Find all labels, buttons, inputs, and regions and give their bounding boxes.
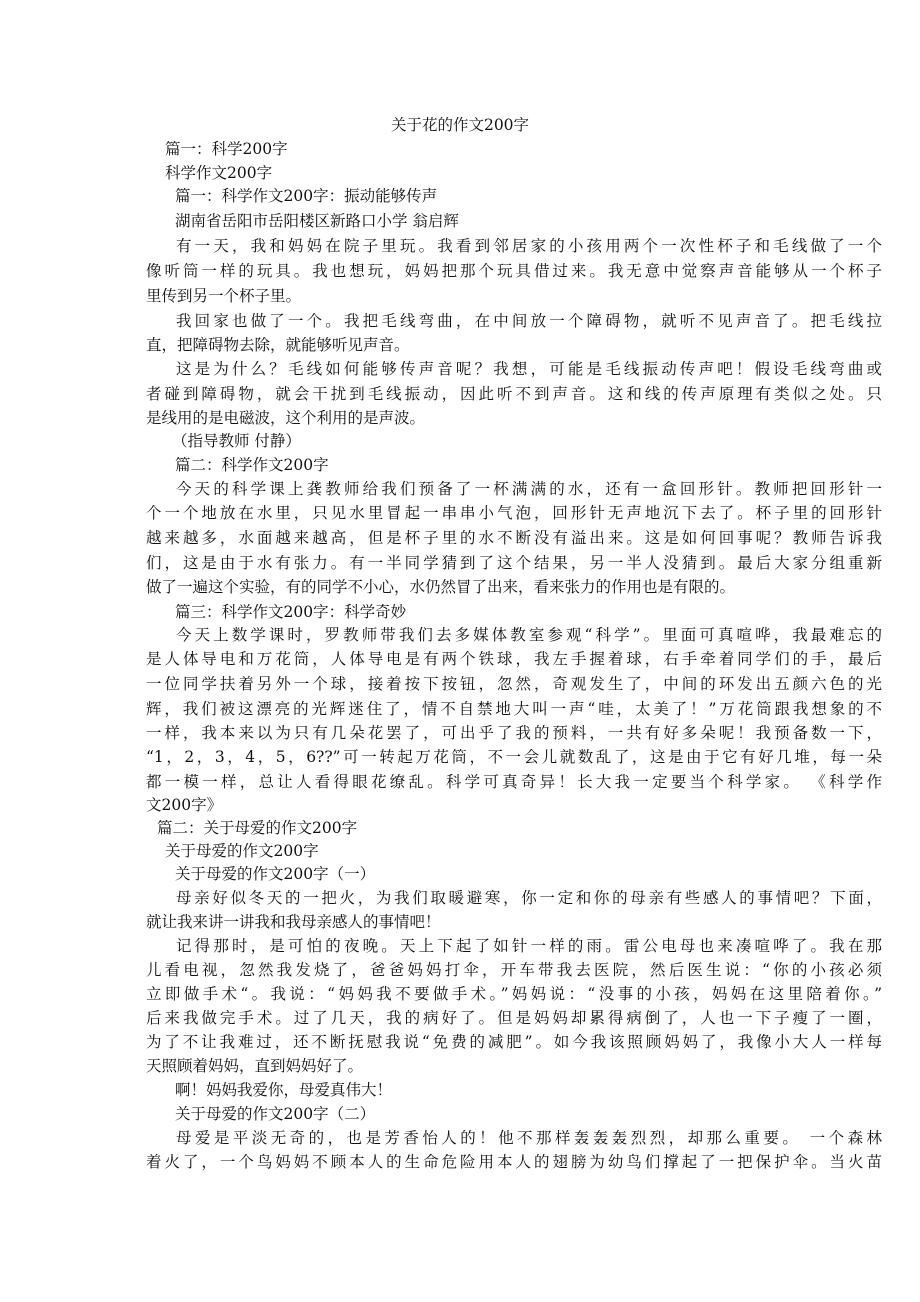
paragraph-line: 为了不让我难过，还不断抚慰我说“免费的减肥”。如今我该照顾妈妈了，我像小大人一样每 xyxy=(146,1033,882,1051)
paragraph-line: 一样，我本来以为只有几朵花罢了，可出乎了我的预料，一共有好多朵呢！我预备数一下， xyxy=(146,724,882,742)
paragraph-line: 今天的科学课上龚教师给我们预备了一杯满满的水，还有一盒回形针。教师把回形针一 xyxy=(176,480,882,498)
article-heading: 关于母爱的作文200字（二） xyxy=(175,1105,376,1123)
subsection-heading: 科学作文200字 xyxy=(165,164,273,182)
paragraph-line: 个一个地放在水里，只见水里冒起一串串小气泡，回形针无声地沉下去了。杯子里的回形针 xyxy=(146,504,882,522)
article-heading: 关于母爱的作文200字（一） xyxy=(175,865,376,883)
teacher-note: （指导教师 付静） xyxy=(172,432,301,450)
author-line: 湖南省岳阳市岳阳楼区新路口小学 翁启辉 xyxy=(175,212,459,230)
paragraph-line: 儿看电视，忽然我发烧了，爸爸妈妈打伞，开车带我去医院，然后医生说：“你的小孩必须 xyxy=(146,961,882,979)
paragraph-line: 一位同学扶着另外一个球，接着按下按钮，忽然，奇观发生了，中间的环发出五颜六色的光 xyxy=(146,675,882,693)
paragraph-line: 越来越多，水面越来越高，但是杯子里的水不断没有溢出来。这是如何回事呢？教师告诉我 xyxy=(146,529,882,547)
paragraph-line: 有一天，我和妈妈在院子里玩。我看到邻居家的小孩用两个一次性杯子和毛线做了一个 xyxy=(176,237,882,255)
paragraph-line: 着火了，一个鸟妈妈不顾本人的生命危险用本人的翅膀为幼鸟们撑起了一把保护伞。当火苗 xyxy=(146,1153,882,1171)
paragraph-line: 者碰到障碍物，就会干扰到毛线振动，因此听不到声音。这和线的传声原理有类似之处。只 xyxy=(146,385,882,403)
paragraph-line: 文200字》 xyxy=(146,796,223,814)
paragraph-line: 这是为什么？毛线如何能够传声音呢？我想，可能是毛线振动传声吧！假设毛线弯曲或 xyxy=(176,360,882,378)
article-heading: 篇二：科学作文200字 xyxy=(175,456,329,474)
paragraph-line: 里传到另一个杯子里。 xyxy=(146,287,302,305)
document-title: 关于花的作文200字 xyxy=(390,116,530,134)
paragraph-line: 后来我做完手术。过了几天，我的病好了。但是妈妈却累得病倒了，人也一下子瘦了一圈， xyxy=(146,1009,882,1027)
paragraph-line: 像听筒一样的玩具。我也想玩，妈妈把那个玩具借过来。我无意中觉察声音能够从一个杯子 xyxy=(146,262,882,280)
paragraph-line: 是线用的是电磁波，这个利用的是声波。 xyxy=(146,409,426,427)
paragraph-line: 今天上数学课时，罗教师带我们去多媒体教室参观“科学”。里面可真喧哗，我最难忘的 xyxy=(176,626,882,644)
paragraph-line: 们，这是由于水有张力。有一半同学猜到了这个结果，另一半人没猜到。最后大家分组重新 xyxy=(146,554,882,572)
paragraph-line: 母亲好似冬天的一把火，为我们取暖避寒，你一定和你的母亲有些感人的事情吧？下面， xyxy=(176,889,882,907)
paragraph-line: 辉，我们被这漂亮的光辉迷住了，情不自禁地大叫一声“哇，太美了！”万花筒跟我想象的不 xyxy=(146,700,882,718)
article-heading: 篇三：科学作文200字：科学奇妙 xyxy=(175,603,407,621)
subsection-heading: 关于母爱的作文200字 xyxy=(165,842,319,860)
paragraph-line: 立即做手术“。我说：“妈妈我不要做手术。”妈妈说：“没事的小孩，妈妈在这里陪着你。” xyxy=(146,985,882,1003)
paragraph-line: 直，把障碍物去除，就能够听见声音。 xyxy=(146,336,410,354)
paragraph-line: 都一模一样，总让人看得眼花缭乱。科学可真奇异！长大我一定要当个科学家。 《科学作 xyxy=(146,773,882,791)
paragraph-line: 天照顾着妈妈，直到妈妈好了。 xyxy=(146,1057,364,1075)
paragraph-line: 记得那时，是可怕的夜晚。天上下起了如针一样的雨。雷公电母也来凑喧哗了。我在那 xyxy=(176,937,882,955)
paragraph-line: 啊！妈妈我爱你，母爱真伟大！ xyxy=(175,1081,393,1099)
article-heading: 篇一：科学作文200字：振动能够传声 xyxy=(175,187,438,205)
section-heading: 篇一：科学200字 xyxy=(165,140,288,158)
paragraph-line: 做了一遍这个实验，有的同学不小心，水仍然冒了出来，看来张力的作用也是有限的。 xyxy=(146,578,736,596)
paragraph-line: “1，2，3，4，5，6??”可一转起万花筒，不一会儿就数乱了，这是由于它有好几堆，每一朵 xyxy=(146,748,882,766)
paragraph-line: 我回家也做了一个。我把毛线弯曲，在中间放一个障碍物，就听不见声音了。把毛线拉 xyxy=(176,312,882,330)
paragraph-line: 就让我来讲一讲我和我母亲感人的事情吧！ xyxy=(146,913,441,931)
paragraph-line: 母爱是平淡无奇的，也是芳香怡人的！他不那样轰轰轰烈烈，却那么重要。 一个森林 xyxy=(176,1129,882,1147)
section-heading: 篇二：关于母爱的作文200字 xyxy=(157,819,358,837)
paragraph-line: 是人体导电和万花筒，人体导电是有两个铁球，我左手握着球，右手牵着同学们的手，最后 xyxy=(146,650,882,668)
